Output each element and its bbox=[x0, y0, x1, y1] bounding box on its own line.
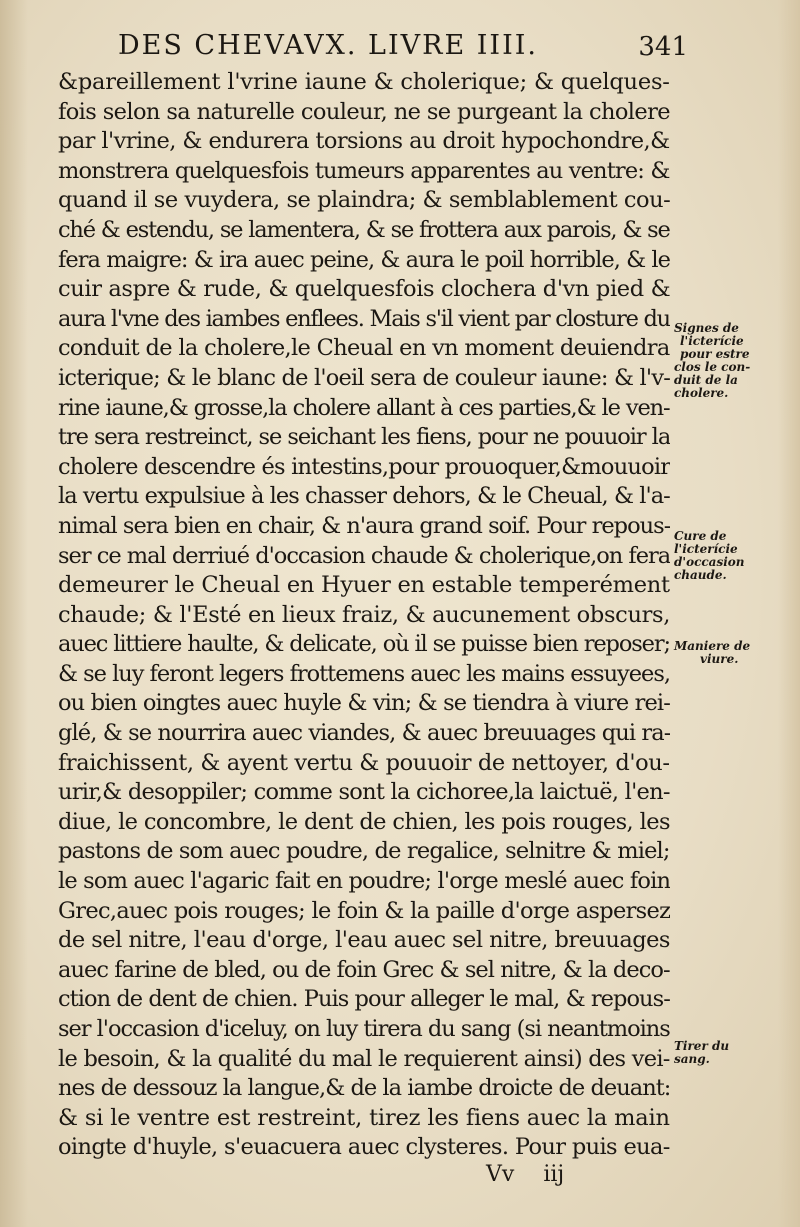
text-line: quand il se vuydera, se plaindra; & semblablement cou- bbox=[58, 187, 670, 214]
margin-note-tirer bbox=[674, 1040, 729, 1066]
text-line: la vertu expulsiue à les chasser dehors, & le Cheual, & l'a- bbox=[58, 483, 670, 510]
text-line: chaude; & l'Esté en lieux fraiz, & aucunement obscurs, bbox=[58, 601, 670, 628]
margin-note-maniere bbox=[674, 640, 750, 666]
margin-note-line: l'icterície bbox=[680, 334, 744, 348]
signature-letters: Vv bbox=[486, 1162, 515, 1187]
running-header bbox=[118, 30, 688, 70]
margin-note-cure bbox=[674, 530, 745, 582]
running-title: DES CHEVAVX. LIVRE IIII. bbox=[118, 30, 539, 61]
text-line: ché & estendu, se lamentera, & se frottera aux parois, & se bbox=[58, 216, 670, 243]
text-line: le som auec l'agaric fait en poudre; l'orge meslé auec foin bbox=[58, 868, 670, 895]
margin-note-line: pour estre bbox=[680, 347, 750, 361]
margin-note-line: d'occasion bbox=[674, 555, 745, 569]
margin-note-line: chaude. bbox=[674, 568, 727, 582]
text-line: oingte d'huyle, s'euacuera auec clysteres. Pour puis eua- bbox=[58, 1134, 670, 1161]
text-line: icterique; & le blanc de l'oeil sera de couleur iaune: & l'v- bbox=[58, 364, 670, 391]
page-number: 341 bbox=[638, 32, 688, 62]
text-line: ser ce mal derriué d'occasion chaude & cholerique,on fera bbox=[58, 542, 670, 569]
text-line: Grec,auec pois rouges; le foin & la paille d'orge aspersez bbox=[58, 897, 670, 924]
margin-note-line: l'icterície bbox=[674, 542, 738, 556]
text-line: ction de dent de chien. Puis pour alleger le mal, & repous- bbox=[58, 986, 670, 1013]
text-line: urir,& desoppiler; comme sont la cichoree,la laictuë, l'en- bbox=[58, 779, 670, 806]
margin-notes bbox=[674, 0, 784, 1227]
text-line: glé, & se nourrira auec viandes, & auec breuuages qui ra- bbox=[58, 720, 670, 747]
text-line: fois selon sa naturelle couleur, ne se purgeant la cholere bbox=[58, 98, 670, 125]
signature-mark bbox=[486, 1162, 564, 1187]
text-line: ou bien oingtes auec huyle & vin; & se tiendra à viure rei- bbox=[58, 690, 670, 717]
text-line: & si le ventre est restreint, tirez les fiens auec la main bbox=[58, 1104, 670, 1131]
text-line: nes de dessouz la langue,& de la iambe droicte de deuant: bbox=[58, 1075, 670, 1102]
text-line: conduit de la cholere,le Cheual en vn moment deuiendra bbox=[58, 335, 670, 362]
text-line: cuir aspre & rude, & quelquesfois clochera d'vn pied & bbox=[58, 276, 670, 303]
text-line: monstrera quelquesfois tumeurs apparentes au ventre: & bbox=[58, 157, 670, 184]
margin-note-line: Signes de bbox=[674, 321, 739, 335]
text-line: auec littiere haulte, & delicate, où il se puisse bien reposer; bbox=[58, 631, 670, 658]
signature-number: iij bbox=[543, 1162, 565, 1187]
text-line: cholere descendre és intestins,pour prouoquer,&mouuoir bbox=[58, 453, 670, 480]
margin-note-line: duit de la bbox=[674, 373, 738, 387]
margin-note-line: viure. bbox=[700, 652, 739, 666]
margin-note-line: Tirer du bbox=[674, 1039, 730, 1053]
text-line: par l'vrine, & endurera torsions au droit hypochondre,& bbox=[58, 128, 670, 155]
text-line: fraichissent, & ayent vertu & pouuoir de nettoyer, d'ou- bbox=[58, 749, 670, 776]
text-line: demeurer le Cheual en Hyuer en estable temperément bbox=[58, 572, 670, 599]
text-line: diue, le concombre, le dent de chien, les pois rouges, les bbox=[58, 808, 670, 835]
margin-note-signes bbox=[674, 322, 750, 400]
text-line: rine iaune,& grosse,la cholere allant à ces parties,& le ven- bbox=[58, 394, 670, 421]
margin-note-line: clos le con- bbox=[674, 360, 751, 374]
text-line: ser l'occasion d'iceluy, on luy tirera du sang (si neantmoins bbox=[58, 1016, 670, 1042]
margin-note-line: sang. bbox=[674, 1052, 710, 1066]
margin-note-line: Cure de bbox=[674, 529, 727, 543]
text-line: aura l'vne des iambes enflees. Mais s'il vient par closture du bbox=[58, 305, 670, 332]
page-gutter-shadow bbox=[0, 0, 28, 1227]
text-line: fera maigre: & ira auec peine, & aura le poil horrible, & le bbox=[58, 246, 670, 273]
text-line: de sel nitre, l'eau d'orge, l'eau auec sel nitre, breuuages bbox=[58, 927, 670, 954]
text-line: & se luy feront legers frottemens auec les mains essuyees, bbox=[58, 660, 670, 687]
margin-note-line: cholere. bbox=[674, 386, 729, 400]
margin-note-line: Maniere de bbox=[674, 639, 751, 653]
text-line: pastons de som auec poudre, de regalice, selnitre & miel; bbox=[58, 838, 670, 865]
text-line: &pareillement l'vrine iaune & cholerique; & quelques- bbox=[58, 69, 670, 95]
text-line: le besoin, & la qualité du mal le requierent ainsi) des vei- bbox=[58, 1045, 670, 1072]
main-text bbox=[58, 68, 670, 1163]
text-line: nimal sera bien en chair, & n'aura grand soif. Pour repous- bbox=[58, 512, 670, 539]
text-line: auec farine de bled, ou de foin Grec & sel nitre, & la deco- bbox=[58, 956, 670, 983]
text-line: tre sera restreinct, se seichant les fiens, pour ne pouuoir la bbox=[58, 424, 670, 451]
